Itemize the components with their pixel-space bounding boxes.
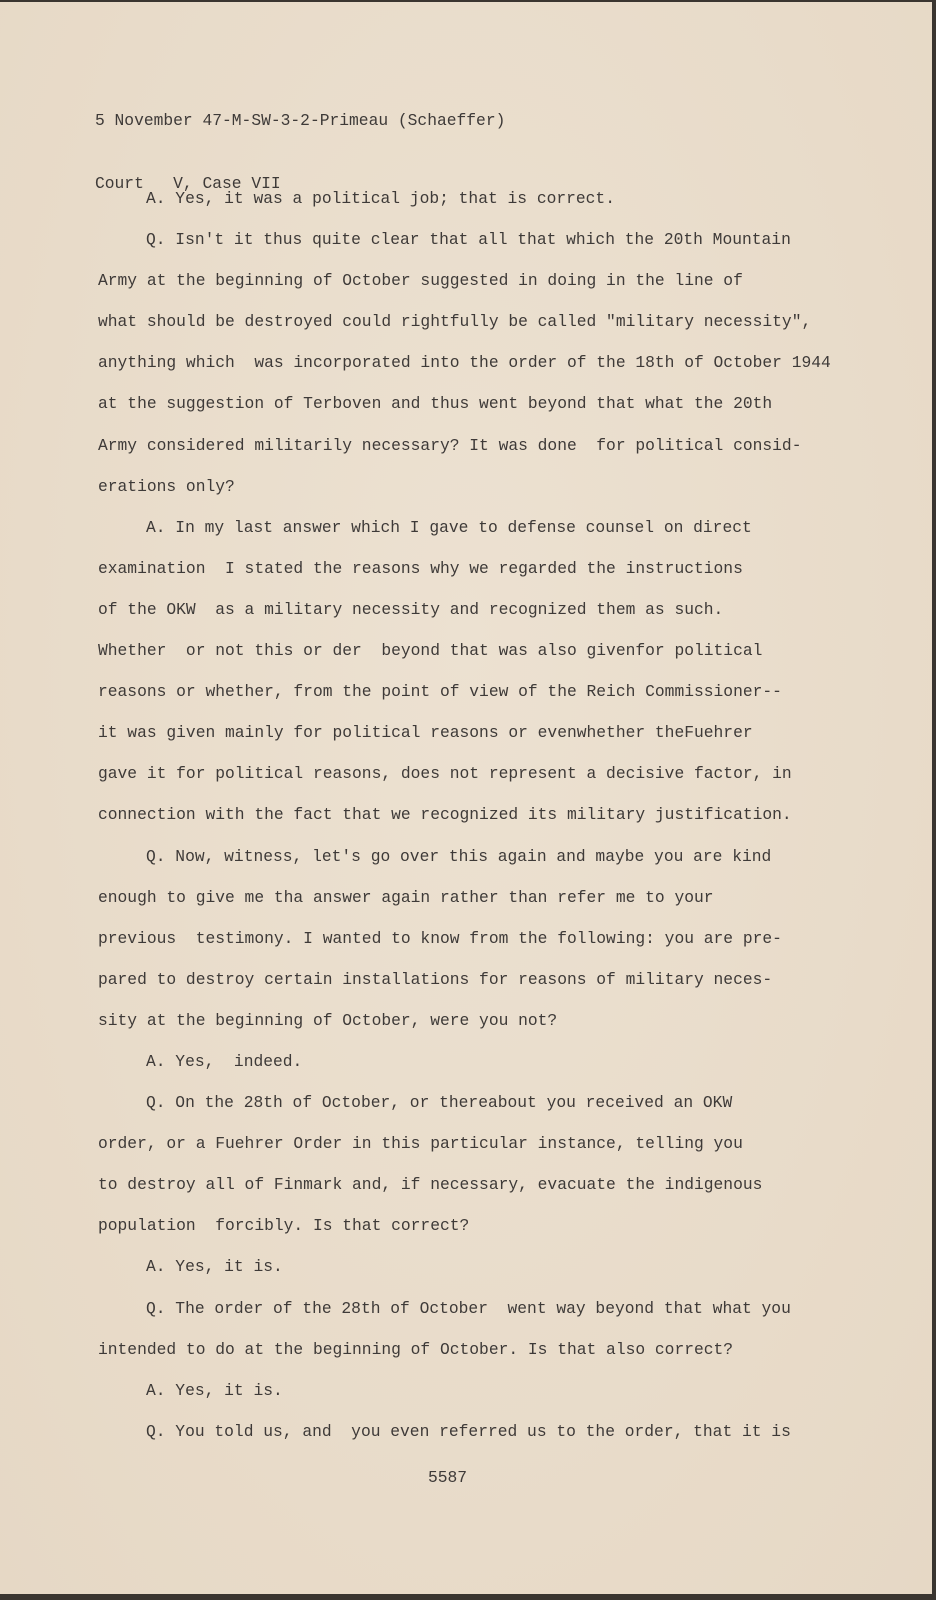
transcript-line: Whether or not this or der beyond that was also givenfor political [98, 641, 763, 661]
transcript-line: Q. The order of the 28th of October went way beyond that what you [146, 1298, 791, 1318]
transcript-line: anything which was incorporated into the order of the 18th of October 1944 [98, 353, 831, 373]
transcript-line: erations only? [98, 476, 235, 496]
transcript-line: Army considered militarily necessary? It was done for political consid- [98, 435, 802, 455]
transcript-line: Q. Isn't it thus quite clear that all that which the 20th Mountain [146, 230, 791, 250]
transcript-line: order, or a Fuehrer Order in this particular instance, telling you [98, 1134, 743, 1154]
transcript-line: what should be destroyed could rightfully be called "military necessity", [98, 312, 812, 332]
transcript-line: intended to do at the beginning of October. Is that also correct? [98, 1339, 734, 1359]
transcript-line: A. Yes, it is. [146, 1380, 283, 1400]
document-page [0, 2, 932, 1594]
transcript-line: A. In my last answer which I gave to defense counsel on direct [146, 517, 752, 537]
transcript-line: it was given mainly for political reasons or evenwhether theFuehrer [98, 723, 753, 743]
transcript-line: at the suggestion of Terboven and thus went beyond that what the 20th [98, 394, 773, 414]
transcript-line: sity at the beginning of October, were you not? [98, 1010, 558, 1030]
transcript-line: A. Yes, it was a political job; that is correct. [146, 189, 615, 208]
transcript-body [98, 188, 831, 1462]
transcript-line: A. Yes, it is. [146, 1257, 283, 1277]
transcript-line: Army at the beginning of October suggested in doing in the line of [98, 271, 743, 291]
transcript-line: A. Yes, indeed. [146, 1051, 303, 1071]
transcript-line: of the OKW as a military necessity and recognized them as such. [98, 599, 724, 619]
transcript-line: population forcibly. Is that correct? [98, 1216, 470, 1236]
transcript-line: reasons or whether, from the point of view of the Reich Commissioner-- [98, 682, 782, 702]
transcript-line: gave it for political reasons, does not represent a decisive factor, in [98, 764, 792, 784]
transcript-line: previous testimony. I wanted to know from the following: you are pre- [98, 928, 782, 948]
transcript-line: Q. You told us, and you even referred us to the order, that it is [146, 1421, 791, 1441]
transcript-line: examination I stated the reasons why we regarded the instructions [98, 558, 743, 578]
transcript-line: Q. On the 28th of October, or thereabout you received an OKW [146, 1093, 733, 1113]
transcript-line: pared to destroy certain installations for reasons of military neces- [98, 969, 773, 989]
transcript-line: connection with the fact that we recognized its military justification. [98, 805, 792, 825]
transcript-line: Q. Now, witness, let's go over this again and maybe you are kind [146, 846, 772, 866]
page-number: 5587 [428, 1468, 468, 1487]
header-date-reference: 5 November 47-M-SW-3-2-Primeau (Schaeffer) [95, 111, 506, 130]
transcript-line: enough to give me tha answer again rather than refer me to your [98, 887, 714, 907]
header-court-case: Court V, Case VII [95, 174, 281, 193]
transcript-line: to destroy all of Finmark and, if necessary, evacuate the indigenous [98, 1175, 763, 1195]
